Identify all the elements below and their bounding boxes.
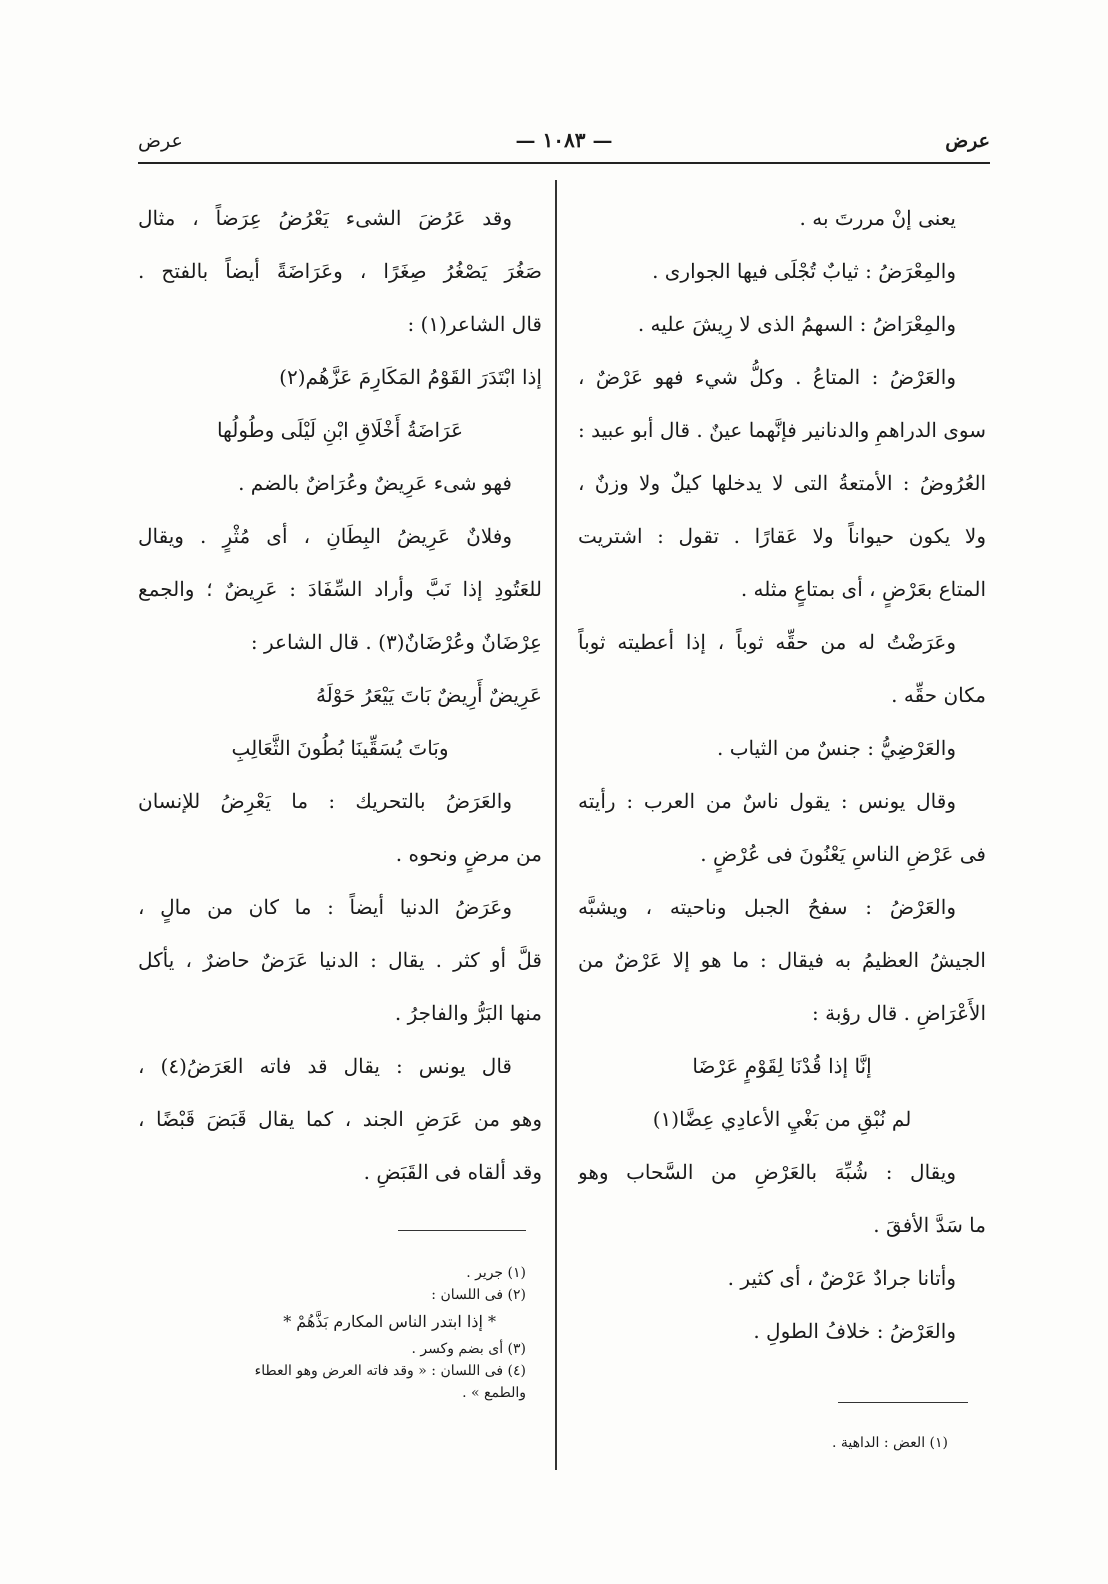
text-line: عِرْضَانٌ وعُرْضَانٌ(٣) . قال الشاعر : <box>250 630 542 654</box>
text-line: والعَرْضُ : خلافُ الطولِ . <box>753 1319 956 1343</box>
text-line: من مرضٍ ونحوه . <box>395 842 542 866</box>
text-line: فهو شىء عَرِيضٌ وعُرَاضٌ بالضم . <box>238 471 512 495</box>
text-line: صَغُرَ يَصْغُرُ صِغَرًا ، وعَرَاضَةً أيضاً بالفتح . <box>138 259 542 283</box>
text-line: قال الشاعر(١) : <box>407 312 542 336</box>
text-line: قلَّ أو كثر . يقال : الدنيا عَرَضٌ حاضرٌ ، يأكل <box>138 948 542 972</box>
verse-line: وبَاتَ يُسَقِّينَا بُطُونَ الثَّعَالِبِ <box>231 736 449 760</box>
text-line: فى عَرْضِ الناسِ يَعْنُونَ فى عُرْضٍ . <box>700 842 986 866</box>
text-line: والعَرْضُ : المتاعُ . وكلُّ شيء فهو عَرْضٌ ، <box>578 365 956 389</box>
page-number: — ١٠٨٣ — <box>515 128 613 152</box>
verse-line: عَرَاضَةُ أَخْلَاقِ ابْنِ لَيْلَى وطُولُها <box>216 418 464 442</box>
text-line: يعنى إنْ مررتَ به . <box>799 206 956 230</box>
footnote: والطمع » . <box>462 1385 526 1401</box>
text-line: العُرُوضُ : الأمتعةُ التى لا يدخلها كيلٌ ولا وزنٌ ، <box>578 471 986 495</box>
text-line: سوى الدراهمِ والدنانير فإنَّهما عينٌ . قال أبو عبيد : <box>578 418 986 442</box>
footnote: (١) جرير . <box>466 1265 526 1281</box>
text-line: والعَرْضِيُّ : جنسٌ من الثياب . <box>716 736 956 760</box>
text-line: والعَرْضُ : سفحُ الجبل وناحيته ، ويشبَّه <box>578 895 956 919</box>
right-column <box>578 192 986 1358</box>
text-line: قال يونس : يقال قد فاته العَرَضُ(٤) ، <box>138 1054 512 1078</box>
text-line: منها البَرُّ والفاجرُ . <box>394 1001 542 1025</box>
left-headword: عرض <box>138 130 183 152</box>
footnote-quote: * إذا ابتدر الناس المكارم بَذَّهُمْ * <box>283 1312 496 1331</box>
text-line: وفلانٌ عَرِيضُ البِطَانِ ، أى مُثْرٍ . ويقال <box>138 524 512 548</box>
text-line: وهو من عَرَضِ الجند ، كما يقال قَبَضَ قَبْضًا ، <box>138 1107 542 1131</box>
left-footnotes <box>138 1262 526 1404</box>
text-line: الجيشُ العظيمُ به فيقال : ما هو إلا عَرْضٌ من <box>578 948 986 972</box>
text-line: وأتانا جرادٌ عَرْضٌ ، أى كثير . <box>727 1266 956 1290</box>
verse-line: إذا ابْتَدَرَ القَوْمُ المَكَارِمَ عَزَّهُم(٢) <box>279 365 542 389</box>
verse-line: إنَّا إذا قُدْنَا لِقَوْمٍ عَرْضَا <box>692 1054 872 1078</box>
text-line: وقال يونس : يقول ناسٌ من العرب : رأيته <box>578 789 956 813</box>
text-line: وقد عَرُضَ الشىء يَعْرُضُ عِرَضاً ، مثال <box>138 206 512 230</box>
right-headword: عرض <box>945 130 990 152</box>
text-line: والمِعْرَاضُ : السهمُ الذى لا رِيشَ عليه . <box>637 312 956 336</box>
text-line: للعَتُودِ إذا نَبَّ وأراد السِّفَادَ : عَرِيضٌ ؛ والجمع <box>138 577 542 601</box>
left-column <box>138 192 542 1199</box>
text-line: الأَعْرَاضِ . قال رؤبة : <box>812 1001 986 1025</box>
text-line: المتاع بعَرْضٍ ، أى بمتاعٍ مثله . <box>740 577 986 601</box>
verse-line: لم نُبْقِ من بَغْيِ الأعادِي عِضَّا(١) <box>652 1107 912 1131</box>
text-line: وقد ألقاه فى القَبَضِ . <box>363 1160 542 1184</box>
footnote: (٢) فى اللسان : <box>431 1287 526 1303</box>
footnote-rule <box>838 1402 968 1403</box>
footnote: (٣) أى بضم وكسر . <box>411 1341 526 1357</box>
text-line: والمِعْرَضُ : ثيابٌ تُجْلَى فيها الجوارى . <box>652 259 956 283</box>
text-line: ويقال : شُبِّهَ بالعَرْضِ من السَّحاب وهو <box>578 1160 956 1184</box>
text-line: ولا يكون حيواناً ولا عَقارًا . تقول : اشتريت <box>578 524 986 548</box>
footnote-rule <box>398 1230 526 1231</box>
page-header <box>138 130 990 164</box>
footnote: (١) العض : الداهية . <box>832 1435 948 1451</box>
text-line: وعَرَضْتُ له من حقِّه ثوباً ، إذا أعطيته ثوباً <box>578 630 956 654</box>
text-line: والعَرَضُ بالتحريك : ما يَعْرِضُ للإنسان <box>138 789 512 813</box>
footnote: (٤) فى اللسان : « وقد فاته العرض وهو العطاء <box>254 1363 526 1379</box>
column-divider <box>555 180 557 1470</box>
header-rule <box>138 162 990 164</box>
right-footnotes <box>720 1432 948 1454</box>
text-line: مكان حقِّه . <box>891 683 986 707</box>
text-line: ما سَدَّ الأفقَ . <box>873 1213 986 1237</box>
text-line: وعَرَضُ الدنيا أيضاً : ما كان من مالٍ ، <box>138 895 512 919</box>
verse-line: عَرِيضٌ أَرِيضٌ بَاتَ يَيْعَرُ حَوْلَهُ <box>315 683 542 707</box>
